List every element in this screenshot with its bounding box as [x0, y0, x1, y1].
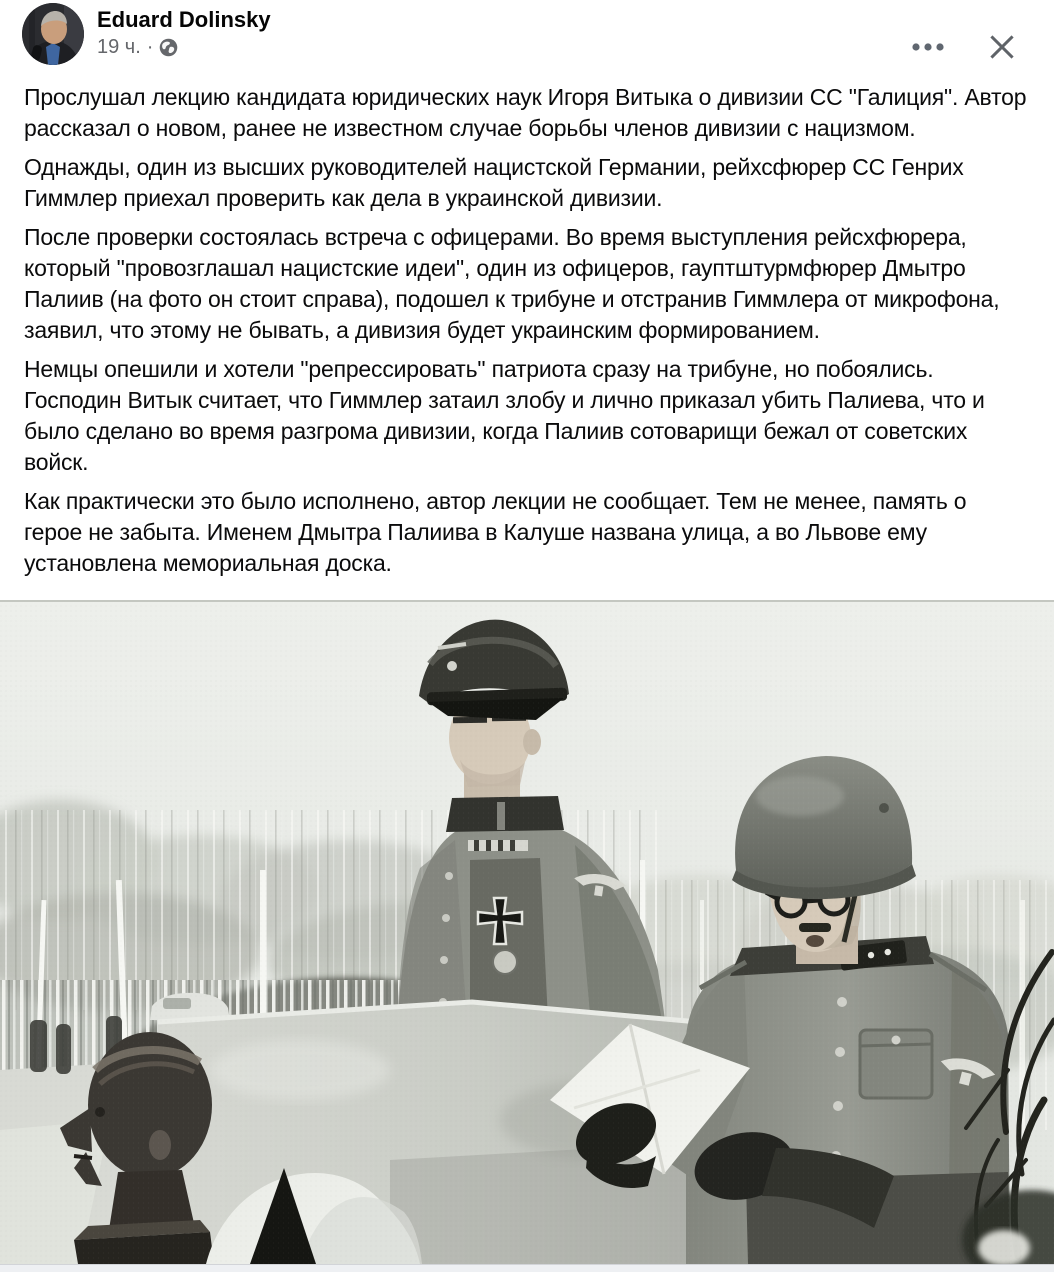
close-button[interactable] [980, 25, 1024, 69]
ellipsis-icon [910, 42, 946, 52]
post-paragraph-2: Однажды, один из высших руководителей нацистской Германии, рейхсфюрер СС Генрих Гиммлер приехал проверить как дела в украинской дивизии. [24, 154, 964, 211]
avatar[interactable] [22, 3, 84, 65]
close-icon [984, 29, 1020, 65]
avatar-portrait [22, 3, 84, 65]
next-section-divider [0, 1264, 1054, 1272]
post-header [0, 0, 1054, 72]
header-text [97, 3, 906, 59]
post-paragraph-4: Немцы опешили и хотели "репрессировать" патриота сразу на трибуне, но побоялись. Господин Витык считает, что Гиммлер затаил злобу и лично приказал убить Палиева, что и было сделано во время разгрома дивизии, когда Палиив сотоварищи бежал от советских войск. [24, 356, 985, 475]
post-meta [97, 35, 906, 59]
post-paragraph-5: Как практически это было исполнено, автор лекции не сообщает. Тем не менее, память о герое не забыта. Именем Дмытра Палиива в Калуше названа улица, а во Львове ему установлена мемориальная доска. [24, 488, 967, 576]
more-options-button[interactable] [906, 38, 950, 56]
post-paragraph-1: Прослушал лекцию кандидата юридических наук Игоря Витыка о дивизии СС "Галиция". Автор рассказал о новом, ранее не известном случае борьбы членов дивизии с нацизмом. [24, 84, 1027, 141]
globe-privacy-icon [159, 38, 178, 57]
timestamp[interactable]: 19 ч. [97, 36, 141, 58]
header-actions [906, 3, 1040, 69]
post-text [0, 72, 1054, 600]
post-paragraph-3: После проверки состоялась встреча с офицерами. Во время выступления рейсхфюрера, который "провозглашал нацистские идеи", один из офицеров, гауптштурмфюрер Дмытро Палиив (на фото он стоит справа), подошел к трибуне и отстранив Гиммлера от микрофона, заявил, что этому не бывать, а дивизия будет украинским формированием. [24, 224, 1000, 343]
post-photo[interactable] [0, 600, 1054, 1264]
author-name[interactable]: Eduard Dolinsky [97, 7, 271, 32]
meta-separator: · [146, 36, 154, 58]
historic-photo-illustration [0, 600, 1054, 1264]
